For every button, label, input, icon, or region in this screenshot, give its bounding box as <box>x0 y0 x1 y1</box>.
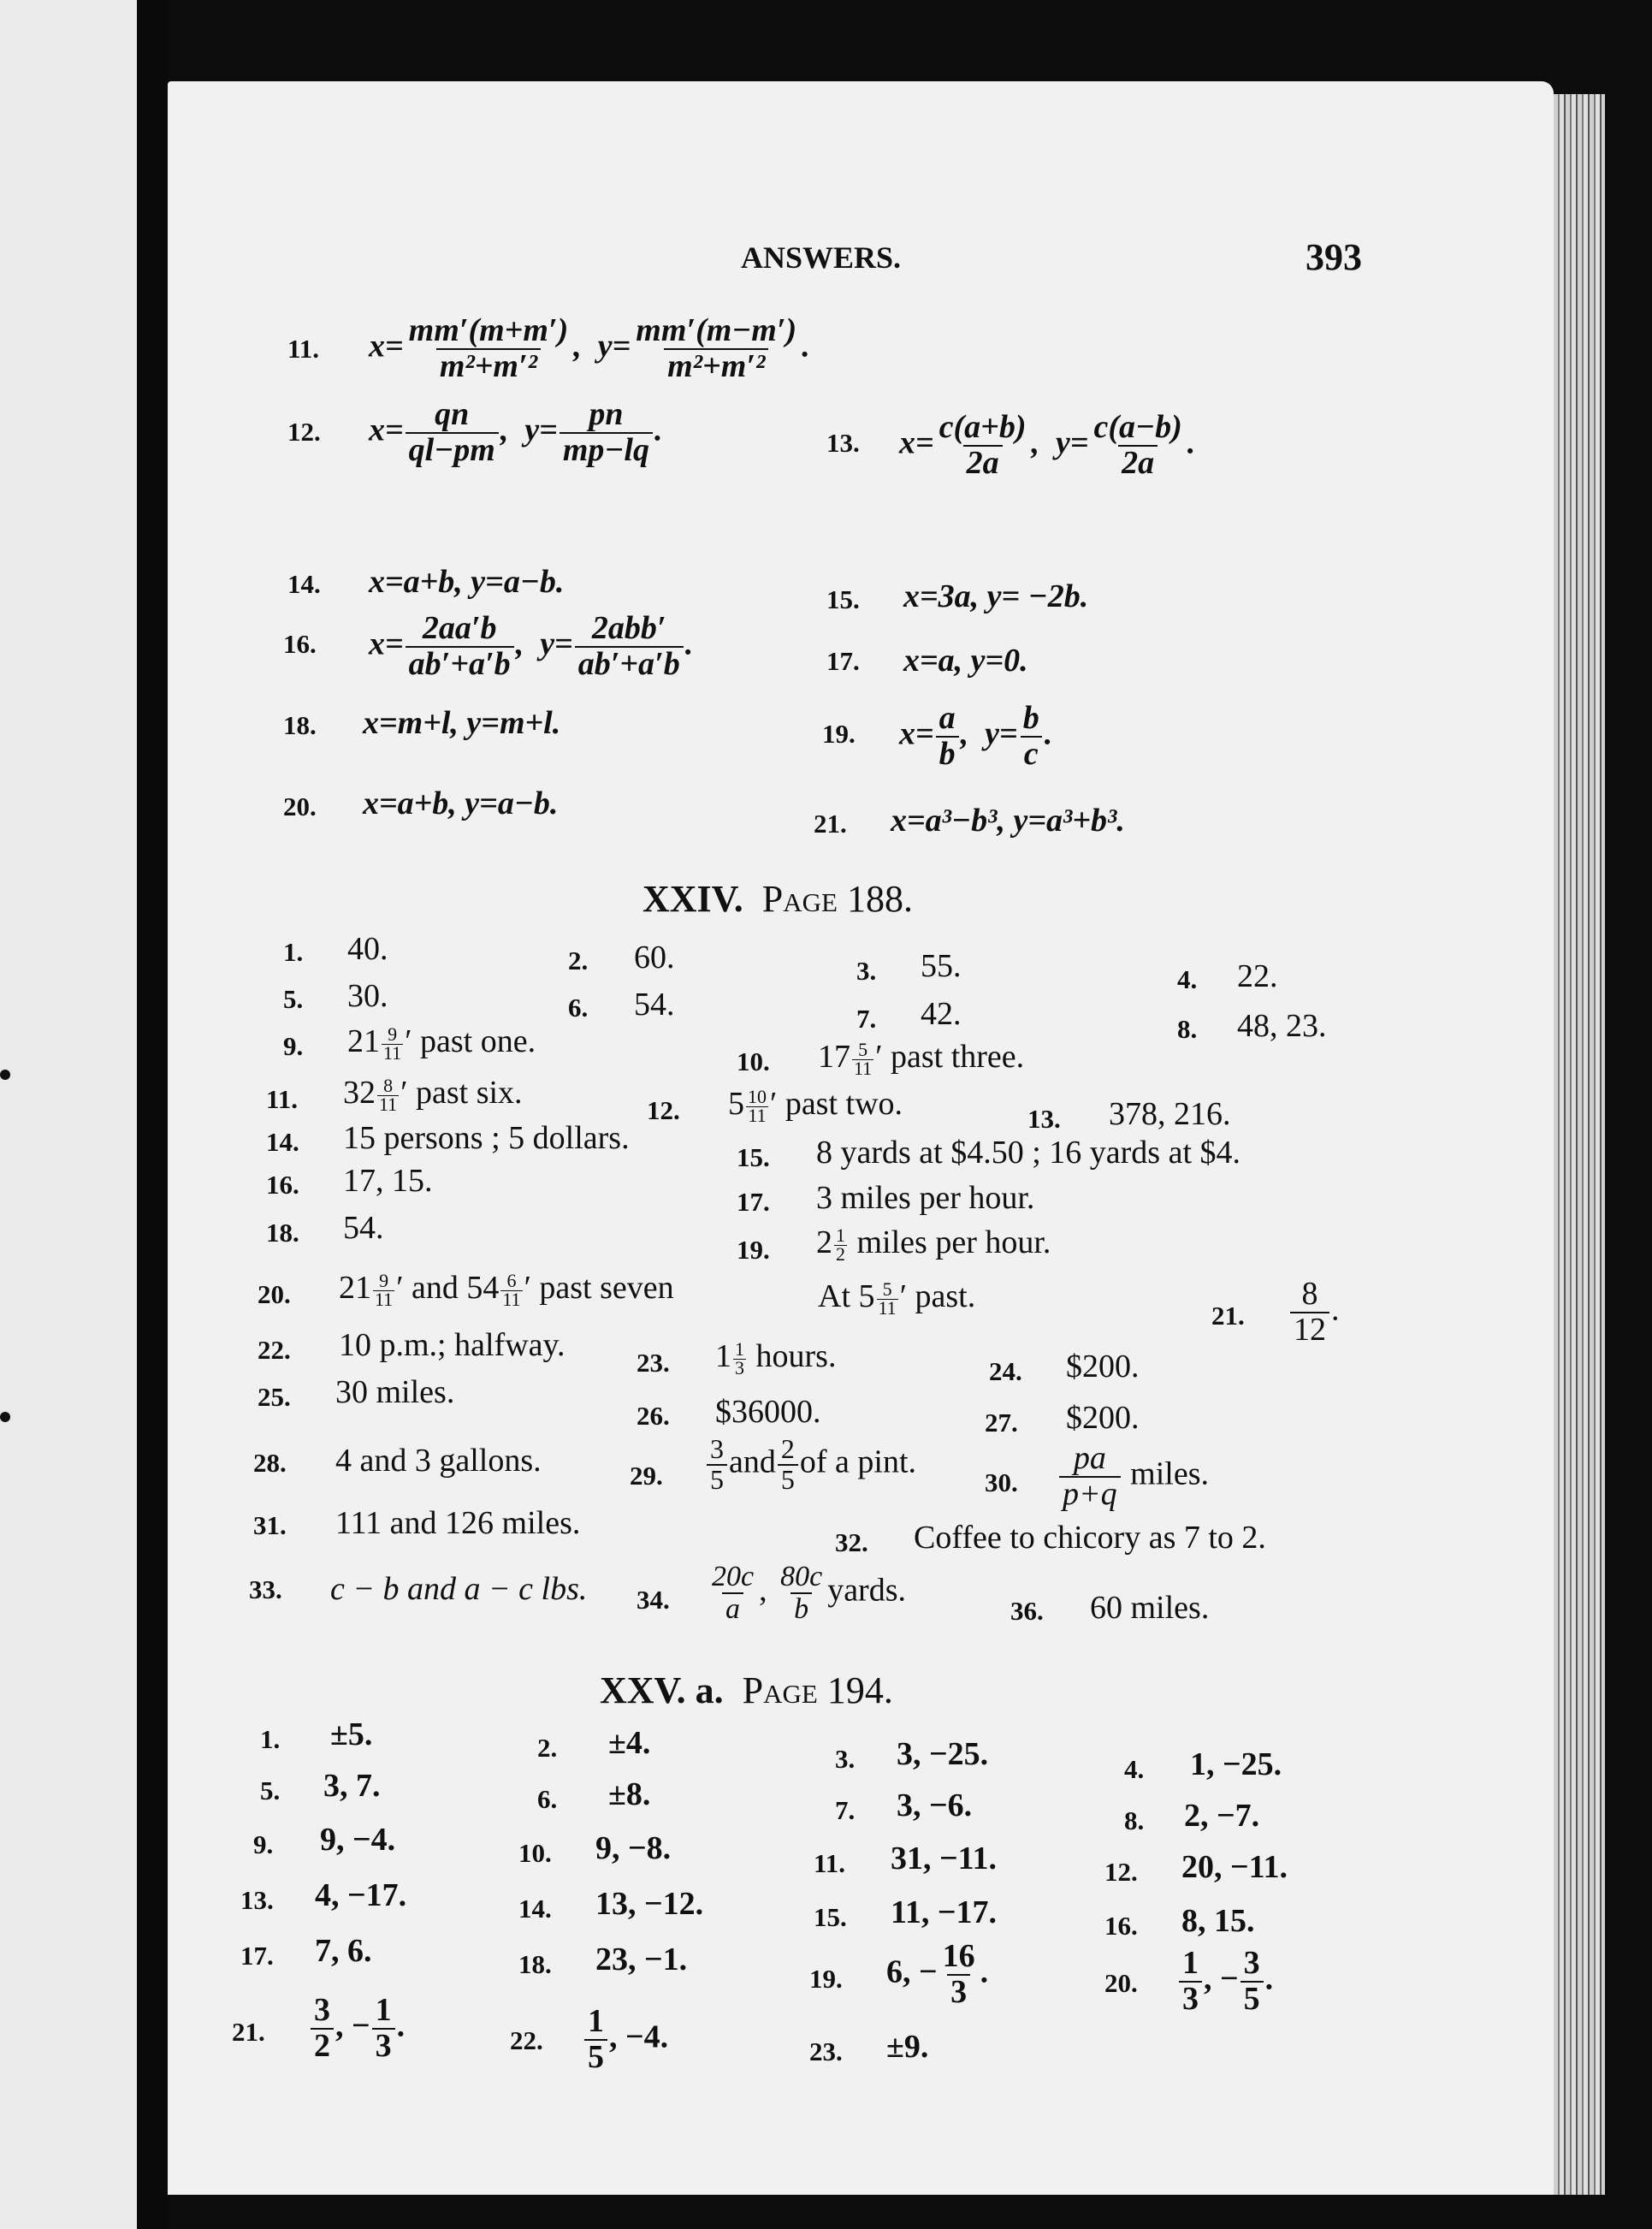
answer-13: x= $\frac{c(a+b)}{2a}$ , y= $\frac{c(a-b)}{2a}$ . <box>899 409 1196 481</box>
page-number: 393 <box>1306 236 1362 278</box>
answer-text: 7, 6. <box>315 1933 372 1969</box>
answer-number: 2. <box>537 1733 558 1763</box>
answer-number: 19. <box>822 719 856 749</box>
answer-number: 18. <box>518 1949 552 1979</box>
answer-text: $\frac{8}{12}$ . <box>1288 1278 1340 1348</box>
answer-number: 17. <box>240 1941 274 1971</box>
answer-19: x= $\frac{a}{b}$ , y= $\frac{b}{c}$ . <box>899 700 1053 772</box>
left-facing-page <box>0 0 137 2229</box>
answer-number: 17. <box>737 1187 770 1217</box>
answer-number: 16. <box>1104 1911 1138 1941</box>
answer-text: 60. <box>634 940 675 975</box>
answer-number: 9. <box>283 1031 304 1061</box>
answer-text: 13, −12. <box>595 1886 704 1922</box>
left-page-mark <box>0 1412 10 1422</box>
answer-number: 6. <box>568 993 589 1023</box>
answer-number: 22. <box>510 2025 543 2055</box>
answer-number: 10. <box>737 1046 770 1076</box>
answer-number: 21. <box>814 809 847 839</box>
answer-number: 1. <box>283 937 304 967</box>
section-heading-xxv: XXV. a. Page 194. <box>600 1669 893 1711</box>
answer-text: 31, −11. <box>891 1841 998 1876</box>
page-edges <box>1554 94 1605 2195</box>
answer-text: 54. <box>634 987 675 1023</box>
answer-number: 11. <box>266 1084 299 1114</box>
answer-text: 5 $\frac{10}{11}$ ′ past two. <box>728 1085 903 1126</box>
answer-number: 3. <box>835 1744 856 1774</box>
answer-number: 2. <box>568 946 589 975</box>
answer-text: $200. <box>1066 1349 1140 1384</box>
answer-number: 23. <box>809 2036 843 2066</box>
answer-text: 3 miles per hour. <box>816 1180 1035 1216</box>
answer-number: 19. <box>737 1235 770 1265</box>
answer-text: c − b and a − c lbs. <box>330 1571 588 1607</box>
answer-text: $\frac{pa}{p+q}$ miles. <box>1057 1442 1209 1512</box>
answer-text: 4 and 3 gallons. <box>335 1443 542 1479</box>
answer-number: 15. <box>826 584 860 614</box>
answer-number: 19. <box>809 1964 843 1994</box>
answer-number: 25. <box>258 1382 291 1412</box>
answer-text: 9, −4. <box>320 1822 396 1858</box>
answer-text: 3, −6. <box>897 1787 973 1823</box>
book-page <box>168 81 1554 2195</box>
answer-18: x=m+l, y=m+l. <box>363 705 561 741</box>
answer-text: 2 $\frac{1}{2}$ miles per hour. <box>816 1224 1051 1265</box>
answer-text: 32 $\frac{8}{11}$ ′ past six. <box>343 1074 523 1115</box>
left-page-mark <box>0 1070 10 1080</box>
answer-text: $\frac{3}{2}$ , − $\frac{1}{3}$ . <box>309 1994 405 2064</box>
answer-number: 29. <box>630 1461 663 1491</box>
answer-number: 27. <box>985 1408 1018 1438</box>
book-gutter <box>137 0 168 2229</box>
answer-text: 17 $\frac{5}{11}$ ′ past three. <box>818 1038 1025 1079</box>
answer-number: 28. <box>253 1448 287 1478</box>
answer-text: 10 p.m.; halfway. <box>339 1327 565 1363</box>
answer-number: 24. <box>989 1356 1022 1386</box>
answer-number: 23. <box>637 1348 670 1378</box>
answer-text: 23, −1. <box>595 1941 688 1977</box>
answer-number: 8. <box>1124 1805 1145 1835</box>
section-heading-xxiv: XXIV. Page 188. <box>642 878 913 920</box>
answer-number: 18. <box>283 710 317 740</box>
answer-number: 36. <box>1010 1596 1044 1626</box>
answer-number: 16. <box>266 1170 299 1200</box>
answer-number: 11. <box>287 334 320 364</box>
answer-text: ±8. <box>608 1776 651 1812</box>
answer-text: 378, 216. <box>1109 1096 1231 1132</box>
answer-text: At 5 $\frac{5}{11}$ ′ past. <box>818 1278 976 1319</box>
answer-number: 5. <box>283 984 304 1014</box>
answer-text: 8, 15. <box>1181 1903 1255 1939</box>
answer-number: 21. <box>232 2017 265 2047</box>
answer-number: 14. <box>266 1127 299 1157</box>
answer-15: x=3a, y= −2b. <box>903 578 1089 614</box>
answer-text: 54. <box>343 1210 384 1246</box>
answer-text: 3, 7. <box>323 1768 381 1804</box>
answer-text: 21 $\frac{9}{11}$ ′ and 54 $\frac{6}{11}$ ′ past seven <box>339 1269 674 1310</box>
answer-text: 15 persons ; 5 dollars. <box>343 1120 630 1156</box>
answer-text: $\frac{20c}{a}$ , $\frac{80c}{b}$ yards. <box>712 1561 906 1625</box>
answer-number: 26. <box>637 1401 670 1431</box>
answer-number: 12. <box>1104 1857 1138 1887</box>
answer-number: 21. <box>1211 1301 1245 1331</box>
answer-number: 20. <box>1104 1968 1138 1998</box>
answer-number: 3. <box>856 956 877 986</box>
answer-text: 20, −11. <box>1181 1849 1288 1885</box>
answer-number: 34. <box>637 1585 670 1615</box>
answer-text: ±9. <box>886 2029 929 2065</box>
answer-number: 7. <box>856 1004 877 1034</box>
answer-number: 9. <box>253 1829 274 1859</box>
answer-number: 4. <box>1124 1754 1145 1784</box>
answer-text: $36000. <box>715 1394 821 1430</box>
answer-text: 30 miles. <box>335 1374 455 1410</box>
answer-text: 40. <box>347 931 388 967</box>
answer-16: x= $\frac{2aa'b}{ab'+a'b}$ , y= $\frac{\text{2abb′}}{ab'+a'b}$ . <box>369 610 694 682</box>
answer-text: Coffee to chicory as 7 to 2. <box>914 1520 1266 1556</box>
answer-text: 48, 23. <box>1237 1008 1327 1044</box>
answer-text: 60 miles. <box>1090 1590 1210 1626</box>
answer-number: 10. <box>518 1838 552 1868</box>
answer-text: 22. <box>1237 958 1278 994</box>
answer-text: $\frac{3}{5}$ and $\frac{2}{5}$ of a pint. <box>705 1435 916 1494</box>
answer-number: 31. <box>253 1510 287 1540</box>
answer-number: 5. <box>260 1775 281 1805</box>
answer-number: 11. <box>814 1848 846 1878</box>
answer-text: 3, −25. <box>897 1736 989 1772</box>
answer-number: 20. <box>258 1279 291 1309</box>
answer-text: 4, −17. <box>315 1877 407 1913</box>
answer-number: 15. <box>737 1142 770 1172</box>
answer-20: x=a+b, y=a−b. <box>363 785 559 821</box>
answer-text: 9, −8. <box>595 1830 672 1866</box>
answer-text: 21 $\frac{9}{11}$ ′ past one. <box>347 1023 536 1064</box>
answer-17: x=a, y=0. <box>903 643 1028 679</box>
answer-number: 32. <box>835 1527 868 1557</box>
answer-text: ±4. <box>608 1725 651 1761</box>
answer-number: 15. <box>814 1902 847 1932</box>
answer-text: $\frac{1}{3}$ , − $\frac{3}{5}$ . <box>1177 1947 1273 2017</box>
answer-text: 42. <box>921 996 962 1032</box>
answer-number: 14. <box>518 1894 552 1924</box>
answer-number: 6. <box>537 1784 558 1814</box>
answer-11: x= $\frac{mm'(m+m')}{\text{m²+m′²}}$ , y= $\frac{mm'(m-m')}{\text{m²+m′²}}$ . <box>369 312 810 384</box>
answer-number: 12. <box>287 417 321 447</box>
answer-number: 22. <box>258 1335 291 1365</box>
answer-text: 6, − $\frac{16}{3}$ . <box>886 1938 989 2010</box>
answer-text: 2, −7. <box>1184 1798 1260 1834</box>
answer-text: 1 $\frac{1}{3}$ hours. <box>715 1337 837 1378</box>
answer-number: 20. <box>283 791 317 821</box>
answer-number: 33. <box>249 1574 282 1604</box>
answer-text: 11, −17. <box>891 1894 998 1930</box>
answer-number: 18. <box>266 1218 299 1248</box>
answer-12: x= $\frac{qn}{ql-pm}$ , y= $\frac{pn}{mp-lq}$ . <box>369 396 663 468</box>
answer-number: 14. <box>287 569 321 599</box>
answer-number: 13. <box>240 1885 274 1915</box>
answer-text: $200. <box>1066 1400 1140 1436</box>
answer-number: 13. <box>1027 1104 1061 1134</box>
answer-number: 12. <box>647 1095 680 1125</box>
answer-14: x=a+b, y=a−b. <box>369 564 565 600</box>
answer-text: 55. <box>921 948 962 984</box>
answer-number: 4. <box>1177 964 1198 994</box>
answer-text: 17, 15. <box>343 1163 433 1199</box>
answer-text: 1, −25. <box>1190 1746 1282 1782</box>
answer-21: x=a³−b³, y=a³+b³. <box>891 803 1125 839</box>
answer-text: 30. <box>347 978 388 1014</box>
answer-text: 111 and 126 miles. <box>335 1505 581 1541</box>
answer-number: 8. <box>1177 1014 1198 1044</box>
answer-number: 16. <box>283 629 317 659</box>
answer-text: $\frac{1}{5}$ , −4. <box>583 2005 668 2075</box>
answer-number: 30. <box>985 1467 1018 1497</box>
answer-number: 7. <box>835 1795 856 1825</box>
running-head: ANSWERS. <box>741 240 902 275</box>
answer-number: 1. <box>260 1724 281 1754</box>
answer-text: ±5. <box>330 1716 373 1752</box>
answer-number: 17. <box>826 646 860 676</box>
answer-text: 8 yards at $4.50 ; 16 yards at $4. <box>816 1135 1241 1171</box>
answer-number: 13. <box>826 428 860 458</box>
